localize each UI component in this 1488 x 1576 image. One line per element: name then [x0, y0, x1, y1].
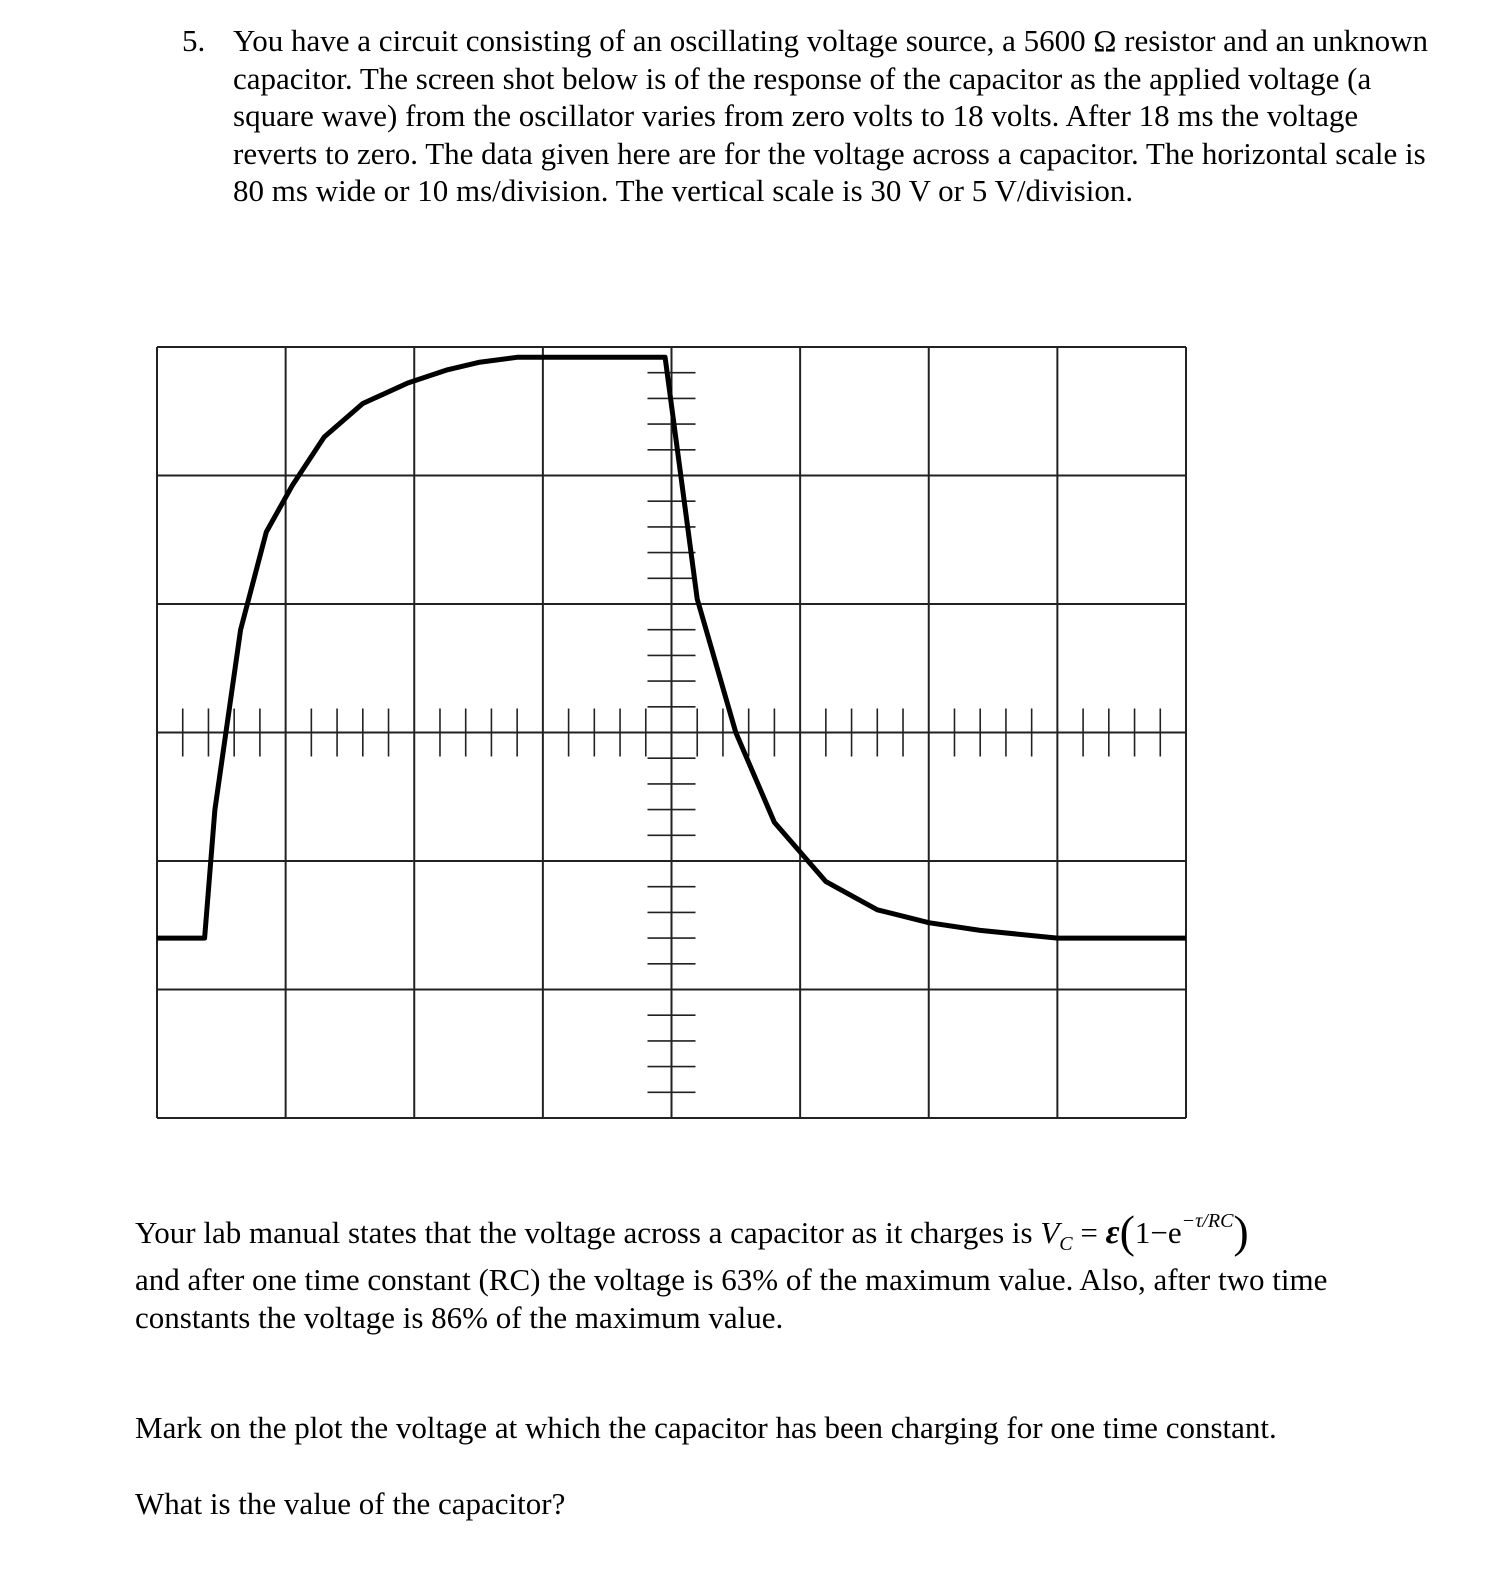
- problem-text: You have a circuit consisting of an oscillating voltage source, a 5600 Ω resistor and an unknown capacitor. The screen shot below is of the response of the capacitor as the applied voltage (a square wave) from the oscillator varies from zero volts to 18 volts. After 18 ms the voltage reverts to zero. The data given here are for the voltage across a capacitor. The horizontal scale is 80 ms wide or 10 ms/division. The vertical scale is 30 V or 5 V/division.: [233, 23, 1429, 208]
- lab-manual-lead: Your lab manual states that the voltage across a capacitor as it charges is: [135, 1215, 1033, 1250]
- lab-manual-paragraph: [135, 1203, 1435, 1264]
- problem-number: 5.: [182, 23, 206, 58]
- question-capacitor-value: What is the value of the capacitor?: [135, 1486, 566, 1521]
- question-mark-plot: Mark on the plot the voltage at which the capacitor has been charging for one time constant.: [135, 1410, 1277, 1445]
- oscilloscope-plot: [155, 345, 1190, 1123]
- formula-emf: ε: [1105, 1214, 1120, 1251]
- formula-one-minus-e: 1−e: [1134, 1215, 1182, 1250]
- formula-close-paren: ): [1233, 1206, 1249, 1257]
- time-constant-paragraph: and after one time constant (RC) the voltage is 63% of the maximum value. Also, after two time constants the voltage is 86% of the maximum value.: [135, 1262, 1328, 1335]
- formula-equals: =: [1080, 1215, 1098, 1250]
- formula-exponent: −τ/RC: [1181, 1210, 1234, 1232]
- formula-v: V: [1040, 1215, 1060, 1250]
- formula-v-sub: C: [1059, 1233, 1073, 1256]
- charging-formula: [1040, 1206, 1249, 1257]
- formula-open-paren: (: [1119, 1206, 1135, 1257]
